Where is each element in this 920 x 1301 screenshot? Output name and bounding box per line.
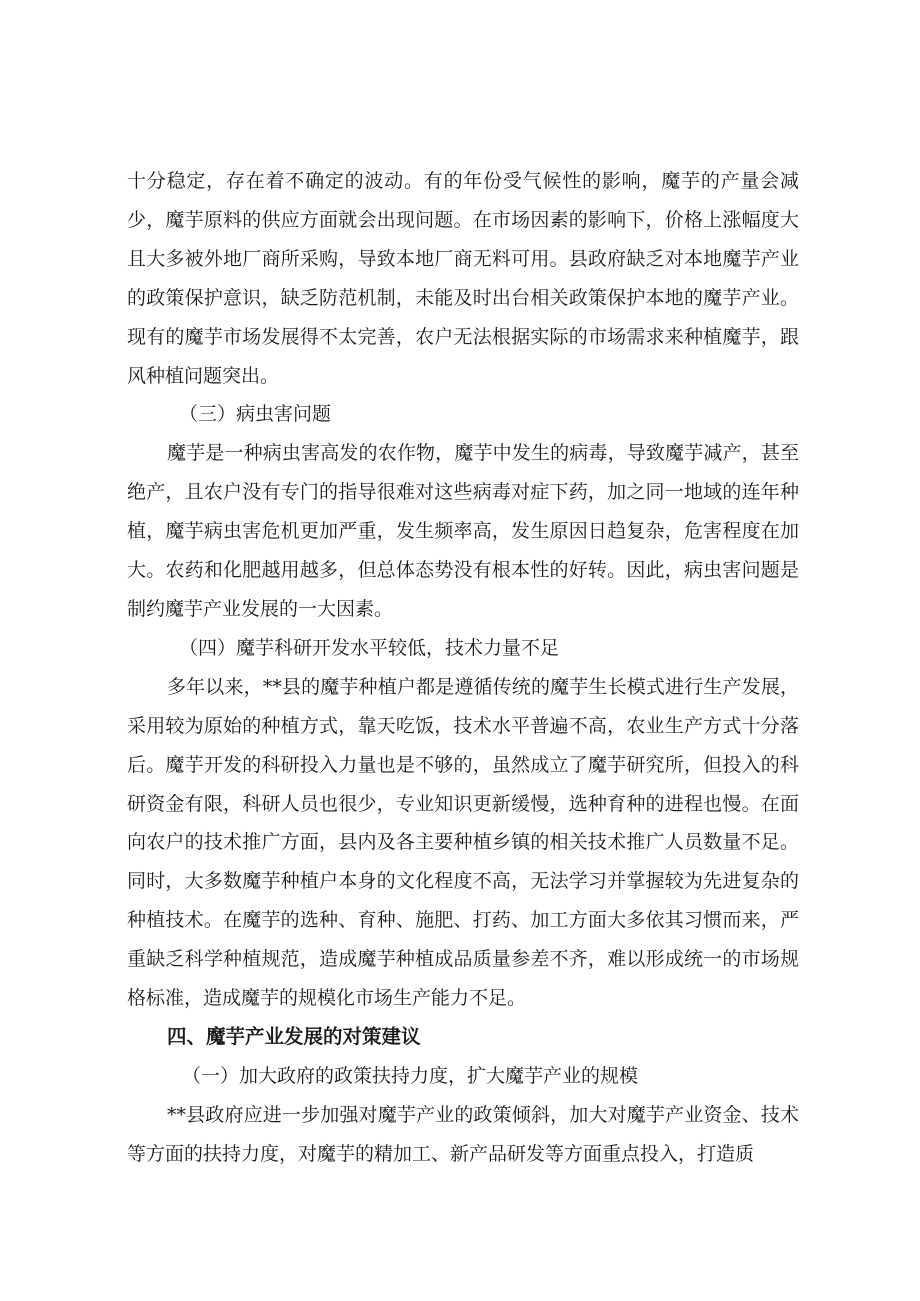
paragraph-policy-support: **县政府应进一步加强对魔芋产业的政策倾斜，加大对魔芋产业资金、技术等方面的扶持力度，对魔芋的精加工、新产品研发等方面重点投入，打造质 (127, 1103, 799, 1165)
paragraph-market-supply: 十分稳定，存在着不确定的波动。有的年份受气候性的影响，魔芋的产量会减少，魔芋原料的供应方面就会出现问题。在市场因素的影响下，价格上涨幅度大且大多被外地厂商所采购，导致本地厂商无料可用。县政府缺乏对本地魔芋产业的政策保护意识，缺乏防范机制，未能及时出台相关政策保护本地的魔芋产业。现有的魔芋市场发展得不太完善，农户无法根据实际的市场需求来种植魔芋，跟风种植问题突出。 (127, 170, 799, 387)
subheading-policy-support: （一）加大政府的政策扶持力度，扩大魔芋产业的规模 (182, 1064, 639, 1087)
section-heading-countermeasures: 四、魔芋产业发展的对策建议 (167, 1024, 421, 1048)
paragraph-research-level: 多年以来，**县的魔芋种植户都是遵循传统的魔芋生长模式进行生产发展，采用较为原始的种植方式，靠天吃饭，技术水平普遍不高，农业生产方式十分落后。魔芋开发的科研投入力量也是不够的，虽然成立了魔芋研究所，但投入的科研资金有限，科研人员也很少，专业知识更新缓慢，选种育种的进程也慢。在面向农户的技术推广方面，县内及各主要种植乡镇的相关技术推广人员数量不足。同时，大多数魔芋种植户本身的文化程度不高，无法学习并掌握较为先进复杂的种植技术。在魔芋的选种、育种、施肥、打药、加工方面大多依其习惯而来，严重缺乏科学种植规范，造成魔芋种植成品质量参差不齐，难以形成统一的市场规格标准，造成魔芋的规模化市场生产能力不足。 (127, 675, 799, 1010)
subheading-research-level: （四）魔芋科研开发水平较低，技术力量不足 (179, 636, 560, 659)
document-page (127, 162, 799, 1174)
subheading-pest-problem: （三）病虫害问题 (179, 403, 332, 426)
paragraph-pest-problem: 魔芋是一种病虫害高发的农作物，魔芋中发生的病毒，导致魔芋减产，甚至绝产，且农户没有专门的指导很难对这些病毒对症下药，加之同一地域的连年种植，魔芋病虫害危机更加严重，发生频率高，发生原因日趋复杂，危害程度在加大。农药和化肥越用越多，但总体态势没有根本性的好转。因此，病虫害问题是制约魔芋产业发展的一大因素。 (127, 442, 799, 620)
